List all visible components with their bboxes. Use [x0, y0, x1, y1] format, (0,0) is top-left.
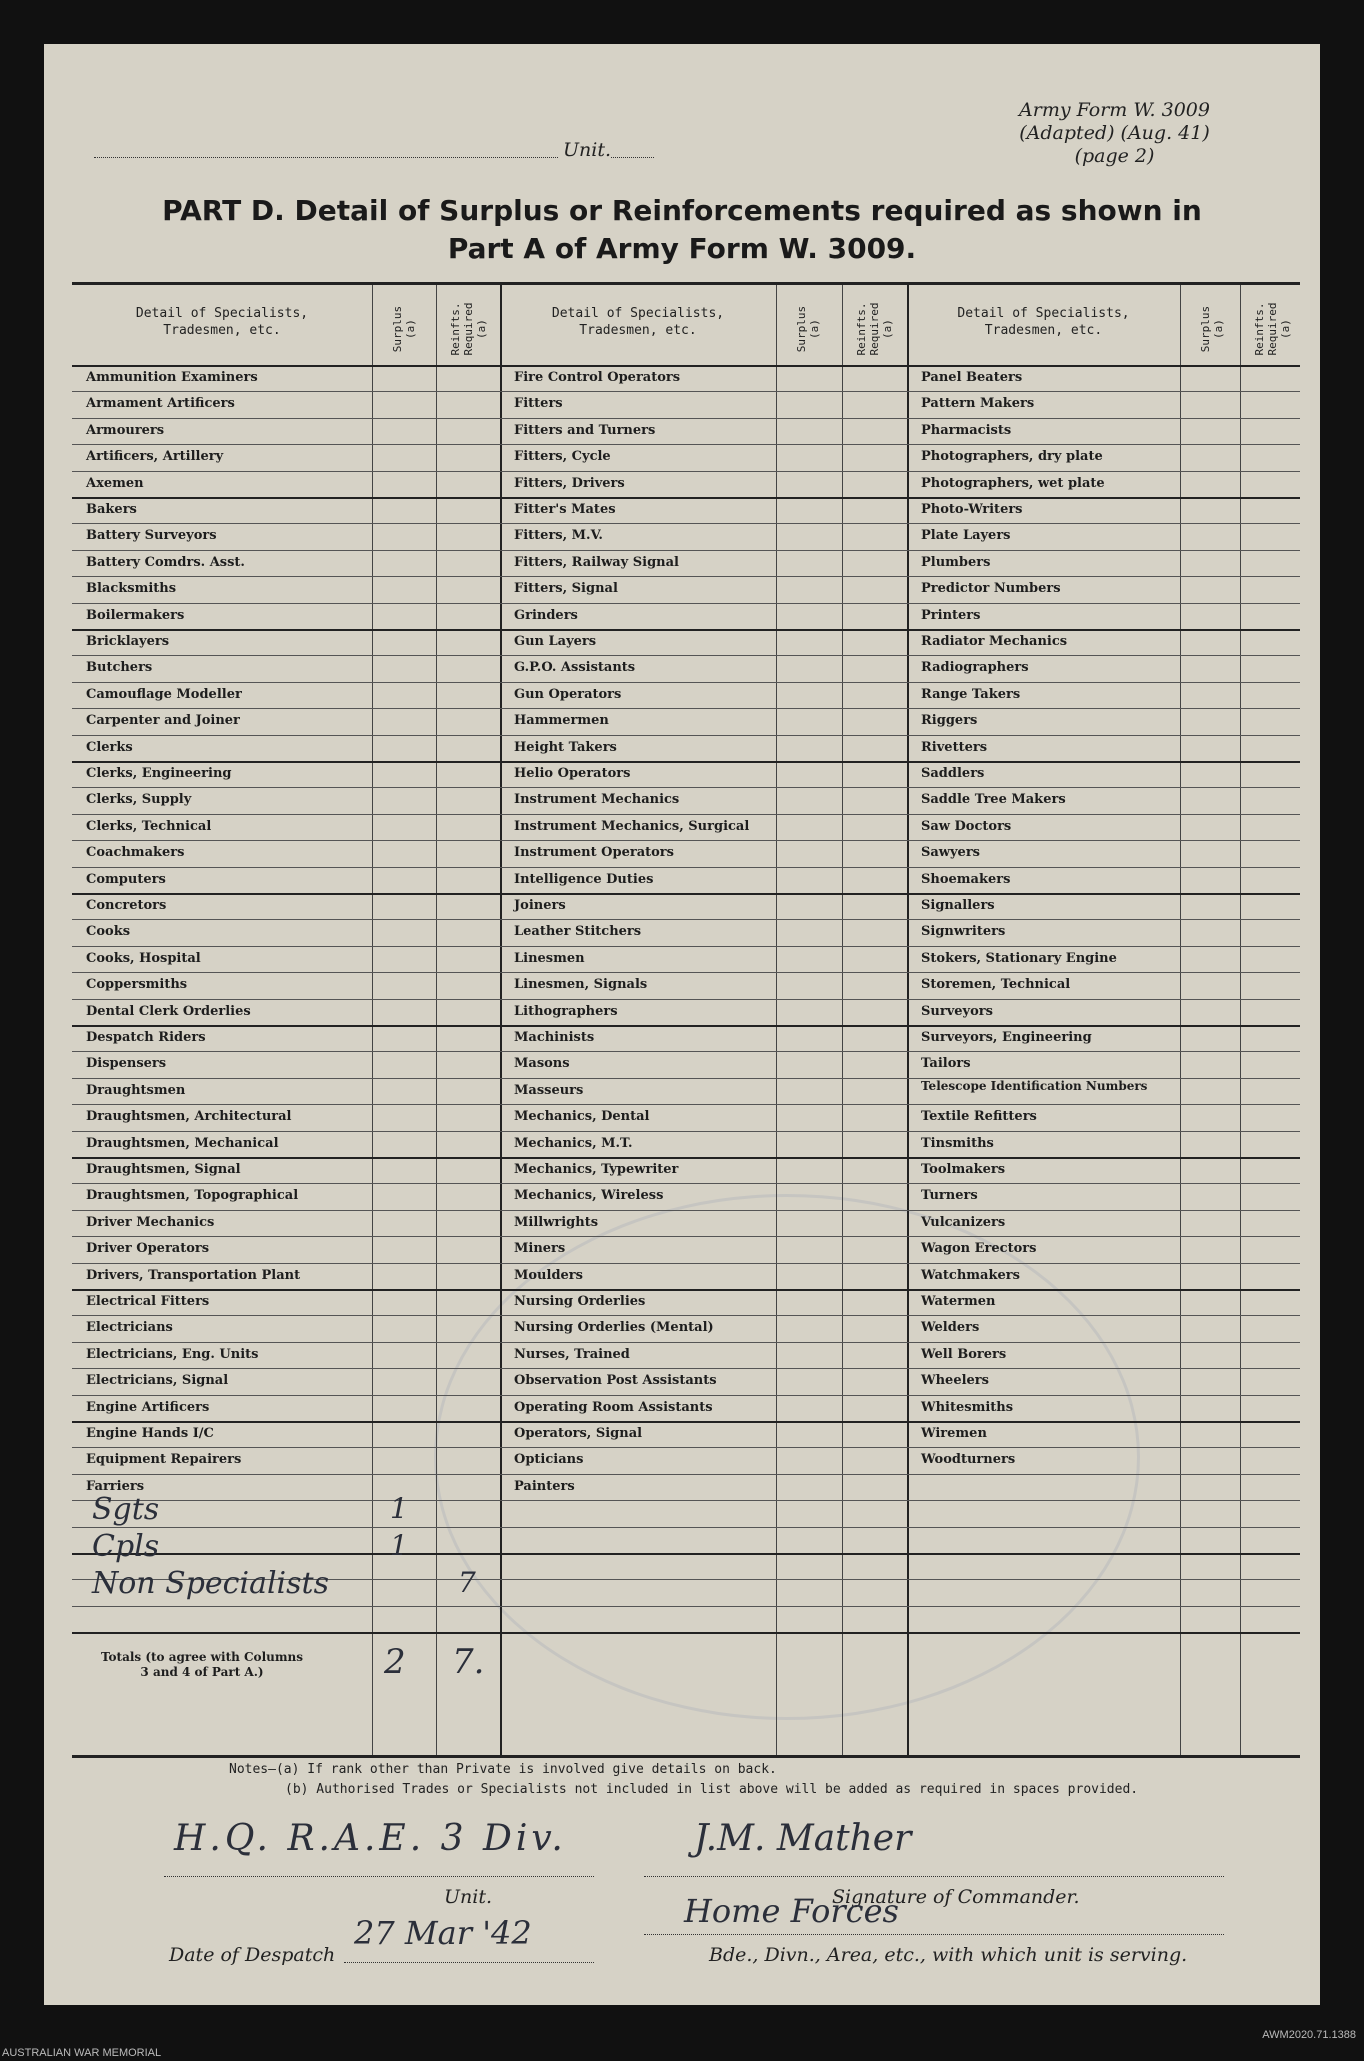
row-rule	[72, 682, 1300, 683]
row-rule	[72, 972, 1300, 973]
trade-label: Joiners	[514, 898, 566, 913]
trade-label: Vulcanizers	[921, 1214, 1006, 1230]
row-rule	[72, 603, 1300, 604]
trade-label: Miners	[514, 1241, 566, 1257]
trade-label: Draughtsmen	[86, 1082, 186, 1098]
column-divider	[436, 285, 437, 1755]
trade-label: Shoemakers	[921, 871, 1011, 887]
trade-label: Mechanics, M.T.	[514, 1135, 633, 1151]
row-rule	[72, 471, 1300, 472]
trade-label: Draughtsmen, Architectural	[86, 1109, 292, 1125]
row-rule	[72, 919, 1300, 920]
trade-label: Surveyors	[921, 1003, 993, 1019]
row-rule	[72, 1263, 1300, 1264]
trade-label: Driver Operators	[86, 1241, 210, 1257]
trade-label: Millwrights	[514, 1214, 599, 1230]
trade-label: Fitters	[514, 396, 563, 412]
trade-label: Boilermakers	[86, 607, 185, 623]
row-rule	[72, 629, 1300, 631]
row-rule	[72, 1236, 1300, 1237]
trade-label: Predictor Numbers	[921, 581, 1061, 597]
row-rule	[72, 1315, 1300, 1316]
trade-label: Lithographers	[514, 1003, 618, 1019]
row-rule	[72, 550, 1300, 551]
trade-label: Masons	[514, 1056, 570, 1072]
row-rule	[72, 761, 1300, 763]
row-rule	[72, 576, 1300, 577]
trade-label: Fitters, Railway Signal	[514, 554, 679, 570]
page-title: PART D. Detail of Surplus or Reinforcements required as shown in	[162, 194, 1202, 227]
surplus-header: Surplus (a)	[391, 305, 417, 353]
row-rule	[72, 1474, 1300, 1475]
trade-label: Gun Operators	[514, 686, 622, 702]
bde-label: Bde., Divn., Area, etc., with which unit is serving.	[709, 1944, 1188, 1966]
trade-label: Coppersmiths	[86, 977, 188, 993]
trade-label: G.P.O. Assistants	[514, 660, 636, 676]
trade-label: Despatch Riders	[86, 1030, 206, 1045]
row-rule	[72, 787, 1300, 788]
trade-label: Masseurs	[514, 1082, 584, 1098]
credit-right: AWM2020.71.1388	[1262, 2029, 1356, 2041]
trade-label: Fitter's Mates	[514, 502, 616, 517]
form-page-number: (page 2)	[1074, 145, 1155, 167]
column-divider	[1240, 285, 1241, 1755]
trade-label: Farriers	[86, 1478, 145, 1494]
trade-label: Hammermen	[514, 713, 609, 729]
trade-label: Electricians, Eng. Units	[86, 1346, 259, 1362]
row-rule	[72, 1527, 1300, 1528]
trade-label: Concretors	[86, 898, 167, 913]
trade-label: Drivers, Transportation Plant	[86, 1267, 301, 1283]
specialists-table	[72, 282, 1300, 1758]
trade-label: Electricians, Signal	[86, 1373, 229, 1389]
trade-label: Clerks	[86, 739, 133, 755]
trade-label: Linesmen	[514, 950, 585, 966]
form-identifier	[1019, 99, 1210, 168]
surplus-header: Surplus (a)	[1199, 305, 1225, 353]
row-rule	[72, 1210, 1300, 1211]
trade-label: Moulders	[514, 1267, 583, 1283]
trade-label: Fitters, M.V.	[514, 528, 603, 544]
row-rule	[72, 735, 1300, 736]
trade-label: Electrical Fitters	[86, 1294, 210, 1309]
row-rule	[72, 867, 1300, 868]
commander-signature: J.M. Mather	[694, 1818, 912, 1859]
credit-left: AUSTRALIAN WAR MEMORIAL	[2, 2047, 162, 2059]
bde-line	[644, 1934, 1224, 1935]
trade-label: Grinders	[514, 607, 578, 623]
trade-label: Watermen	[921, 1294, 996, 1309]
row-rule	[72, 1368, 1300, 1369]
trade-label: Wiremen	[921, 1426, 987, 1441]
form-number: Army Form W. 3009	[1019, 99, 1210, 121]
trade-label: Well Borers	[921, 1346, 1007, 1362]
note-a: Notes—(a) If rank other than Private is involved give details on back.	[229, 1762, 777, 1777]
row-rule	[72, 946, 1300, 947]
row-rule	[72, 391, 1300, 392]
trade-label: Instrument Operators	[514, 845, 674, 861]
trade-label: Operators, Signal	[514, 1426, 643, 1441]
trade-label: Linesmen, Signals	[514, 977, 648, 993]
trade-label: Battery Comdrs. Asst.	[86, 554, 245, 570]
column-divider	[907, 285, 909, 1755]
detail-header: Detail of Specialists, Tradesmen, etc.	[135, 306, 309, 338]
trade-label: Electricians	[86, 1320, 173, 1336]
trade-label: Plate Layers	[921, 528, 1011, 544]
trade-label: Saw Doctors	[921, 818, 1012, 834]
unit-handwritten: H.Q. R.A.E. 3 Div.	[174, 1818, 567, 1859]
trade-label: Wheelers	[921, 1373, 989, 1389]
reinfts-header: Reinfts. Required (a)	[448, 302, 488, 356]
row-rule	[72, 1025, 1300, 1027]
row-rule	[72, 523, 1300, 524]
row-rule	[72, 1447, 1300, 1448]
signature-label: Signature of Commander.	[832, 1886, 1080, 1908]
trade-label: Signallers	[921, 898, 995, 913]
reinfts-header: Reinfts. Required (a)	[854, 302, 894, 356]
trade-label: Draughtsmen, Mechanical	[86, 1135, 279, 1151]
trade-label: Panel Beaters	[921, 370, 1023, 385]
trade-label: Printers	[921, 607, 981, 623]
trade-label: Mechanics, Dental	[514, 1109, 650, 1125]
row-rule	[72, 840, 1300, 841]
trade-label: Tinsmiths	[921, 1135, 994, 1151]
row-rule	[72, 1131, 1300, 1132]
row-rule	[72, 814, 1300, 815]
trade-label: Bricklayers	[86, 634, 170, 649]
handwritten-trade: Non Specialists	[92, 1566, 329, 1602]
row-rule	[72, 1606, 1300, 1607]
trade-label: Mechanics, Wireless	[514, 1188, 664, 1204]
bde-handwritten: Home Forces	[684, 1892, 899, 1930]
trade-label: Coachmakers	[86, 845, 185, 861]
trade-label: Pharmacists	[921, 422, 1012, 438]
row-rule	[72, 418, 1300, 419]
trade-label: Dispensers	[86, 1056, 167, 1072]
trade-label: Whitesmiths	[921, 1399, 1014, 1415]
trade-label: Driver Mechanics	[86, 1214, 215, 1230]
row-rule	[72, 1421, 1300, 1423]
trade-label: Telescope Identification Numbers	[921, 1078, 1148, 1093]
column-divider	[1180, 285, 1181, 1755]
trade-label: Watchmakers	[921, 1267, 1020, 1283]
trade-label: Machinists	[514, 1030, 595, 1045]
trade-label: Radiator Mechanics	[921, 634, 1068, 649]
trade-label: Draughtsmen, Topographical	[86, 1188, 299, 1204]
handwritten-surplus: 1	[390, 1529, 408, 1563]
trade-label: Intelligence Duties	[514, 871, 654, 887]
trade-label: Engine Hands I/C	[86, 1426, 214, 1441]
trade-label: Draughtsmen, Signal	[86, 1162, 241, 1177]
reinfts-header: Reinfts. Required (a)	[1252, 302, 1292, 356]
totals-label: Totals (to agree with Columns 3 and 4 of Part A.)	[100, 1650, 304, 1680]
column-divider	[776, 285, 777, 1755]
trade-label: Height Takers	[514, 739, 617, 755]
row-rule	[72, 497, 1300, 499]
row-rule	[72, 1553, 1300, 1555]
trade-label: Clerks, Engineering	[86, 766, 232, 781]
despatch-line	[344, 1962, 594, 1963]
trade-label: Sawyers	[921, 845, 980, 861]
trade-label: Wagon Erectors	[921, 1241, 1037, 1257]
trade-label: Saddlers	[921, 766, 985, 781]
trade-label: Stokers, Stationary Engine	[921, 950, 1117, 966]
trade-label: Cooks	[86, 924, 131, 940]
trade-label: Fire Control Operators	[514, 370, 681, 385]
trade-label: Plumbers	[921, 554, 991, 570]
trade-label: Butchers	[86, 660, 153, 676]
trade-label: Fitters and Turners	[514, 422, 656, 438]
trade-label: Nursing Orderlies (Mental)	[514, 1320, 714, 1336]
trade-label: Fitters, Cycle	[514, 449, 611, 465]
totals-rule	[72, 1632, 1300, 1634]
trade-label: Painters	[514, 1478, 575, 1494]
trade-label: Signwriters	[921, 924, 1006, 940]
notes	[229, 1760, 1138, 1800]
signature-line	[644, 1876, 1224, 1877]
row-rule	[72, 708, 1300, 709]
note-b: (b) Authorised Trades or Specialists not included in list above will be added as required in spaces provided.	[285, 1782, 1139, 1797]
row-rule	[72, 999, 1300, 1000]
trade-label: Cooks, Hospital	[86, 950, 201, 966]
trade-label: Axemen	[86, 475, 144, 491]
trade-label: Fitters, Drivers	[514, 475, 625, 491]
trade-label: Instrument Mechanics	[514, 792, 680, 808]
trade-label: Armourers	[86, 422, 165, 438]
trade-label: Mechanics, Typewriter	[514, 1162, 679, 1177]
form-adaptation: (Adapted) (Aug. 41)	[1019, 122, 1210, 144]
trade-label: Clerks, Supply	[86, 792, 192, 808]
row-rule	[72, 1051, 1300, 1052]
trade-label: Opticians	[514, 1452, 584, 1468]
handwritten-surplus: 1	[390, 1492, 408, 1526]
trade-label: Helio Operators	[514, 766, 631, 781]
row-rule	[72, 1289, 1300, 1291]
trade-label: Fitters, Signal	[514, 581, 618, 597]
surplus-header: Surplus (a)	[795, 305, 821, 353]
row-rule	[72, 1395, 1300, 1396]
trade-label: Pattern Makers	[921, 396, 1035, 412]
handwritten-trade: Sgts	[92, 1492, 160, 1528]
row-rule	[72, 1500, 1300, 1501]
unit-label: Unit.	[444, 1886, 493, 1908]
trade-label: Leather Stitchers	[514, 924, 642, 940]
trade-label: Riggers	[921, 713, 978, 729]
detail-header: Detail of Specialists, Tradesmen, etc.	[957, 306, 1130, 338]
row-rule	[72, 1104, 1300, 1105]
trade-label: Toolmakers	[921, 1162, 1006, 1177]
page-subtitle: Part A of Army Form W. 3009.	[447, 232, 917, 265]
trade-label: Equipment Repairers	[86, 1452, 242, 1468]
column-divider	[500, 285, 502, 1755]
column-divider	[842, 285, 843, 1755]
trade-label: Camouflage Modeller	[86, 686, 242, 702]
trade-label: Surveyors, Engineering	[921, 1030, 1092, 1045]
row-rule	[72, 444, 1300, 445]
totals-surplus: 2	[384, 1642, 406, 1683]
trade-label: Instrument Mechanics, Surgical	[514, 818, 750, 834]
totals-reinfts: 7.	[452, 1642, 485, 1683]
trade-label: Carpenter and Joiner	[86, 713, 240, 729]
trade-label: Range Takers	[921, 686, 1021, 702]
row-rule	[72, 893, 1300, 895]
trade-label: Observation Post Assistants	[514, 1373, 717, 1389]
trade-label: Battery Surveyors	[86, 528, 217, 544]
unit-top-label: Unit.	[559, 139, 611, 161]
trade-label: Clerks, Technical	[86, 818, 212, 834]
trade-label: Engine Artificers	[86, 1399, 210, 1415]
trade-label: Textile Refitters	[921, 1109, 1037, 1125]
trade-label: Operating Room Assistants	[514, 1399, 713, 1415]
trade-label: Nurses, Trained	[514, 1346, 630, 1362]
unit-line	[164, 1876, 594, 1877]
trade-label: Tailors	[921, 1056, 971, 1072]
trade-label: Ammunition Examiners	[86, 370, 258, 385]
detail-header: Detail of Specialists, Tradesmen, etc.	[551, 306, 725, 338]
trade-label: Welders	[921, 1320, 980, 1336]
trade-label: Storemen, Technical	[921, 977, 1071, 993]
trade-label: Blacksmiths	[86, 581, 177, 597]
trade-label: Saddle Tree Makers	[921, 792, 1066, 808]
trade-label: Computers	[86, 871, 166, 887]
form-page	[44, 44, 1320, 2005]
handwritten-trade: Cpls	[92, 1529, 160, 1565]
row-rule	[72, 1342, 1300, 1343]
despatch-date-handwritten: 27 Mar '42	[354, 1914, 532, 1952]
trade-label: Photo-Writers	[921, 502, 1023, 517]
trade-label: Bakers	[86, 502, 137, 517]
trade-label: Rivetters	[921, 739, 988, 755]
trade-label: Artificers, Artillery	[86, 449, 224, 465]
trade-label: Radiographers	[921, 660, 1029, 676]
row-rule	[72, 1157, 1300, 1159]
row-rule	[72, 1183, 1300, 1184]
row-rule	[72, 655, 1300, 656]
trade-label: Photographers, wet plate	[921, 475, 1105, 491]
despatch-label: Date of Despatch	[169, 1944, 336, 1966]
trade-label: Woodturners	[921, 1452, 1016, 1468]
column-divider	[372, 285, 373, 1755]
trade-label: Nursing Orderlies	[514, 1294, 646, 1309]
trade-label: Dental Clerk Orderlies	[86, 1003, 251, 1019]
trade-label: Turners	[921, 1188, 978, 1204]
handwritten-reinfts: 7	[458, 1566, 476, 1600]
trade-label: Gun Layers	[514, 634, 597, 649]
header-rule	[72, 365, 1300, 367]
trade-label: Photographers, dry plate	[921, 449, 1103, 465]
trade-label: Armament Artificers	[86, 396, 235, 412]
